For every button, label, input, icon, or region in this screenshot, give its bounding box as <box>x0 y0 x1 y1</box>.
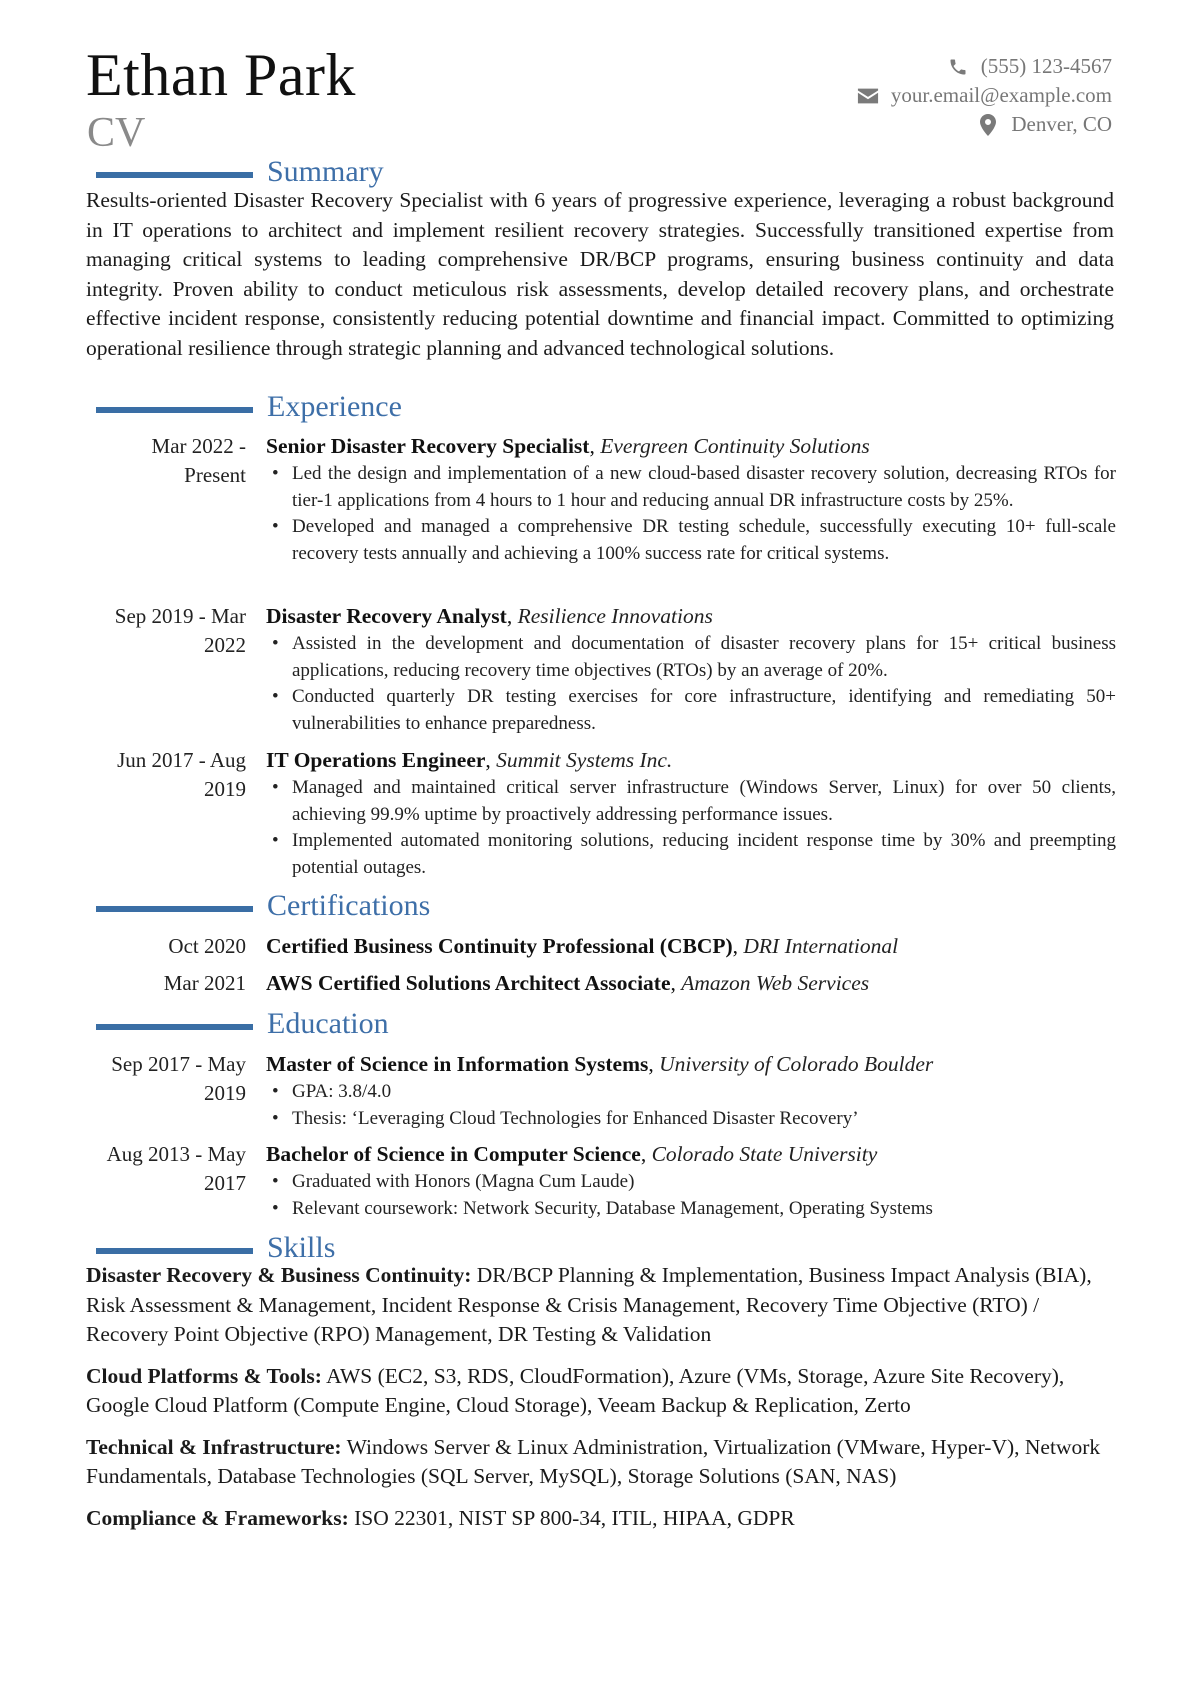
bullet-list <box>266 1169 1116 1222</box>
bullet-item: • Developed and managed a comprehensive DR testing schedule, successfully executing 10+ full-scale recovery tests annually and achieving a 100% success rate for critical systems. <box>266 514 1116 567</box>
entry-title: Bachelor of Science in Computer Science, Colorado State University <box>266 1142 878 1166</box>
experience-heading <box>96 389 402 425</box>
entry-date: Jun 2017 - Aug 2019 <box>117 748 246 801</box>
employer: Evergreen Continuity Solutions <box>600 434 870 458</box>
skill-group-text: ISO 22301, NIST SP 800-34, ITIL, HIPAA, GDPR <box>354 1505 795 1530</box>
skill-group <box>86 1433 1116 1492</box>
entry-date: Oct 2020 <box>168 934 246 958</box>
document-subtitle: CV <box>87 110 146 156</box>
entry-title: Senior Disaster Recovery Specialist, Evergreen Continuity Solutions <box>266 434 870 458</box>
skill-group-label: Technical & Infrastructure: <box>86 1434 342 1459</box>
summary-heading <box>96 154 384 190</box>
section-title: Education <box>267 1007 389 1040</box>
skill-group <box>86 1362 1116 1421</box>
skill-group-label: Cloud Platforms & Tools: <box>86 1363 322 1388</box>
issuer: DRI International <box>743 934 899 958</box>
skills-list <box>86 1261 1116 1545</box>
section-bar <box>96 1024 253 1030</box>
contact-phone <box>857 52 1112 81</box>
employer: Summit Systems Inc. <box>496 748 673 772</box>
entry-date: Sep 2017 - May 2019 <box>111 1052 246 1105</box>
skill-group-text: DR/BCP Planning & Implementation, Business Impact Analysis (BIA), Risk Assessment & Management, Incident Response & Crisis Management, Recovery Time Objective (RTO) / Recovery Point Objective (RPO) Management, DR Testing & Validation <box>86 1263 1092 1346</box>
section-bar <box>96 172 253 178</box>
skill-group-label: Compliance & Frameworks: <box>86 1505 349 1530</box>
education-heading <box>96 1006 389 1042</box>
skill-group <box>86 1261 1116 1350</box>
bullet-list <box>266 775 1116 881</box>
section-title: Experience <box>267 390 402 423</box>
entry-date: Mar 2021 <box>163 971 246 995</box>
envelope-icon <box>857 85 879 107</box>
entry-title: Disaster Recovery Analyst, Resilience Innovations <box>266 604 713 628</box>
employer: Resilience Innovations <box>517 604 713 628</box>
email-text[interactable]: your.email@example.com <box>890 83 1112 107</box>
entry-title: AWS Certified Solutions Architect Associate, Amazon Web Services <box>266 971 870 995</box>
bullet-item: • Thesis: ‘Leveraging Cloud Technologies for Enhanced Disaster Recovery’ <box>266 1106 1116 1133</box>
contact-location <box>857 110 1112 139</box>
map-marker-icon <box>977 114 999 136</box>
phone-icon <box>947 56 969 78</box>
phone-text: (555) 123-4567 <box>980 54 1112 78</box>
skill-group <box>86 1504 1116 1534</box>
skill-group-label: Disaster Recovery & Business Continuity: <box>86 1263 472 1287</box>
candidate-name: Ethan Park <box>86 42 356 108</box>
location-text: Denver, CO <box>1011 112 1112 136</box>
bullet-list <box>266 461 1116 567</box>
certifications-heading <box>96 888 430 924</box>
section-title: Summary <box>267 155 384 188</box>
school: University of Colorado Boulder <box>659 1052 934 1076</box>
bullet-item: • Conducted quarterly DR testing exercises for core infrastructure, identifying and remediating 50+ vulnerabilities to enhance preparedness. <box>266 684 1116 737</box>
entry-date: Mar 2022 - Present <box>151 434 246 487</box>
entry-title: Master of Science in Information Systems, University of Colorado Boulder <box>266 1052 934 1076</box>
job-title: IT Operations Engineer <box>266 748 486 772</box>
bullet-item: • GPA: 3.8/4.0 <box>266 1079 1116 1106</box>
bullet-item: • Graduated with Honors (Magna Cum Laude) <box>266 1169 1116 1196</box>
bullet-item: • Relevant coursework: Network Security, Database Management, Operating Systems <box>266 1196 1116 1223</box>
bullet-list <box>266 631 1116 737</box>
entry-title: Certified Business Continuity Professional (CBCP), DRI International <box>266 934 899 958</box>
bullet-list <box>266 1079 1116 1132</box>
bullet-item: • Implemented automated monitoring solutions, reducing incident response time by 30% and preempting potential outages. <box>266 828 1116 881</box>
degree: Master of Science in Information Systems <box>266 1052 649 1076</box>
certification-name: AWS Certified Solutions Architect Associate <box>266 971 671 995</box>
issuer: Amazon Web Services <box>681 971 870 995</box>
bullet-item: • Assisted in the development and documentation of disaster recovery plans for 15+ critical business applications, reducing recovery time objectives (RTOs) by an average of 20%. <box>266 631 1116 684</box>
bullet-item: • Led the design and implementation of a new cloud-based disaster recovery solution, decreasing RTOs for tier-1 applications from 4 hours to 1 hour and reducing annual DR infrastructure costs by 25%. <box>266 461 1116 514</box>
entry-title: IT Operations Engineer, Summit Systems Inc. <box>266 748 673 772</box>
section-bar <box>96 906 253 912</box>
contact-email <box>857 81 1112 110</box>
entry-date: Sep 2019 - Mar 2022 <box>114 604 246 657</box>
degree: Bachelor of Science in Computer Science <box>266 1142 641 1166</box>
skill-group-text: Windows Server & Linux Administration, Virtualization (VMware, Hyper-V), Network Fundamentals, Database Technologies (SQL Server, MySQL), Storage Solutions (SAN, NAS) <box>86 1434 1101 1488</box>
job-title: Senior Disaster Recovery Specialist <box>266 434 590 458</box>
skill-group-text: AWS (EC2, S3, RDS, CloudFormation), Azure (VMs, Storage, Azure Site Recovery), Google Cloud Platform (Compute Engine, Cloud Storage), Veeam Backup & Replication, Zerto <box>86 1363 1065 1417</box>
summary-text: Results-oriented Disaster Recovery Specialist with 6 years of progressive experience, leveraging a robust background in IT operations to architect and implement resilient recovery strategies. Successfully transitioned expertise from managing critical systems to leading comprehensive DR/BCP programs, ensuring business continuity and data integrity. Proven ability to conduct meticulous risk assessments, develop detailed recovery plans, and orchestrate effective incident response, consistently reducing potential downtime and financial impact. Committed to optimizing operational resilience through strategic planning and advanced technological solutions. <box>86 188 1114 360</box>
contact-block <box>857 52 1112 139</box>
school: Colorado State University <box>651 1142 878 1166</box>
section-title: Certifications <box>267 889 431 922</box>
entry-date: Aug 2013 - May 2017 <box>106 1142 246 1195</box>
section-bar <box>96 407 253 413</box>
section-bar <box>96 1248 253 1254</box>
section-title: Skills <box>267 1231 336 1264</box>
job-title: Disaster Recovery Analyst <box>266 604 507 628</box>
bullet-item: • Managed and maintained critical server infrastructure (Windows Server, Linux) for over 50 clients, achieving 99.9% uptime by proactively addressing performance issues. <box>266 775 1116 828</box>
certification-name: Certified Business Continuity Professional (CBCP) <box>266 934 733 958</box>
